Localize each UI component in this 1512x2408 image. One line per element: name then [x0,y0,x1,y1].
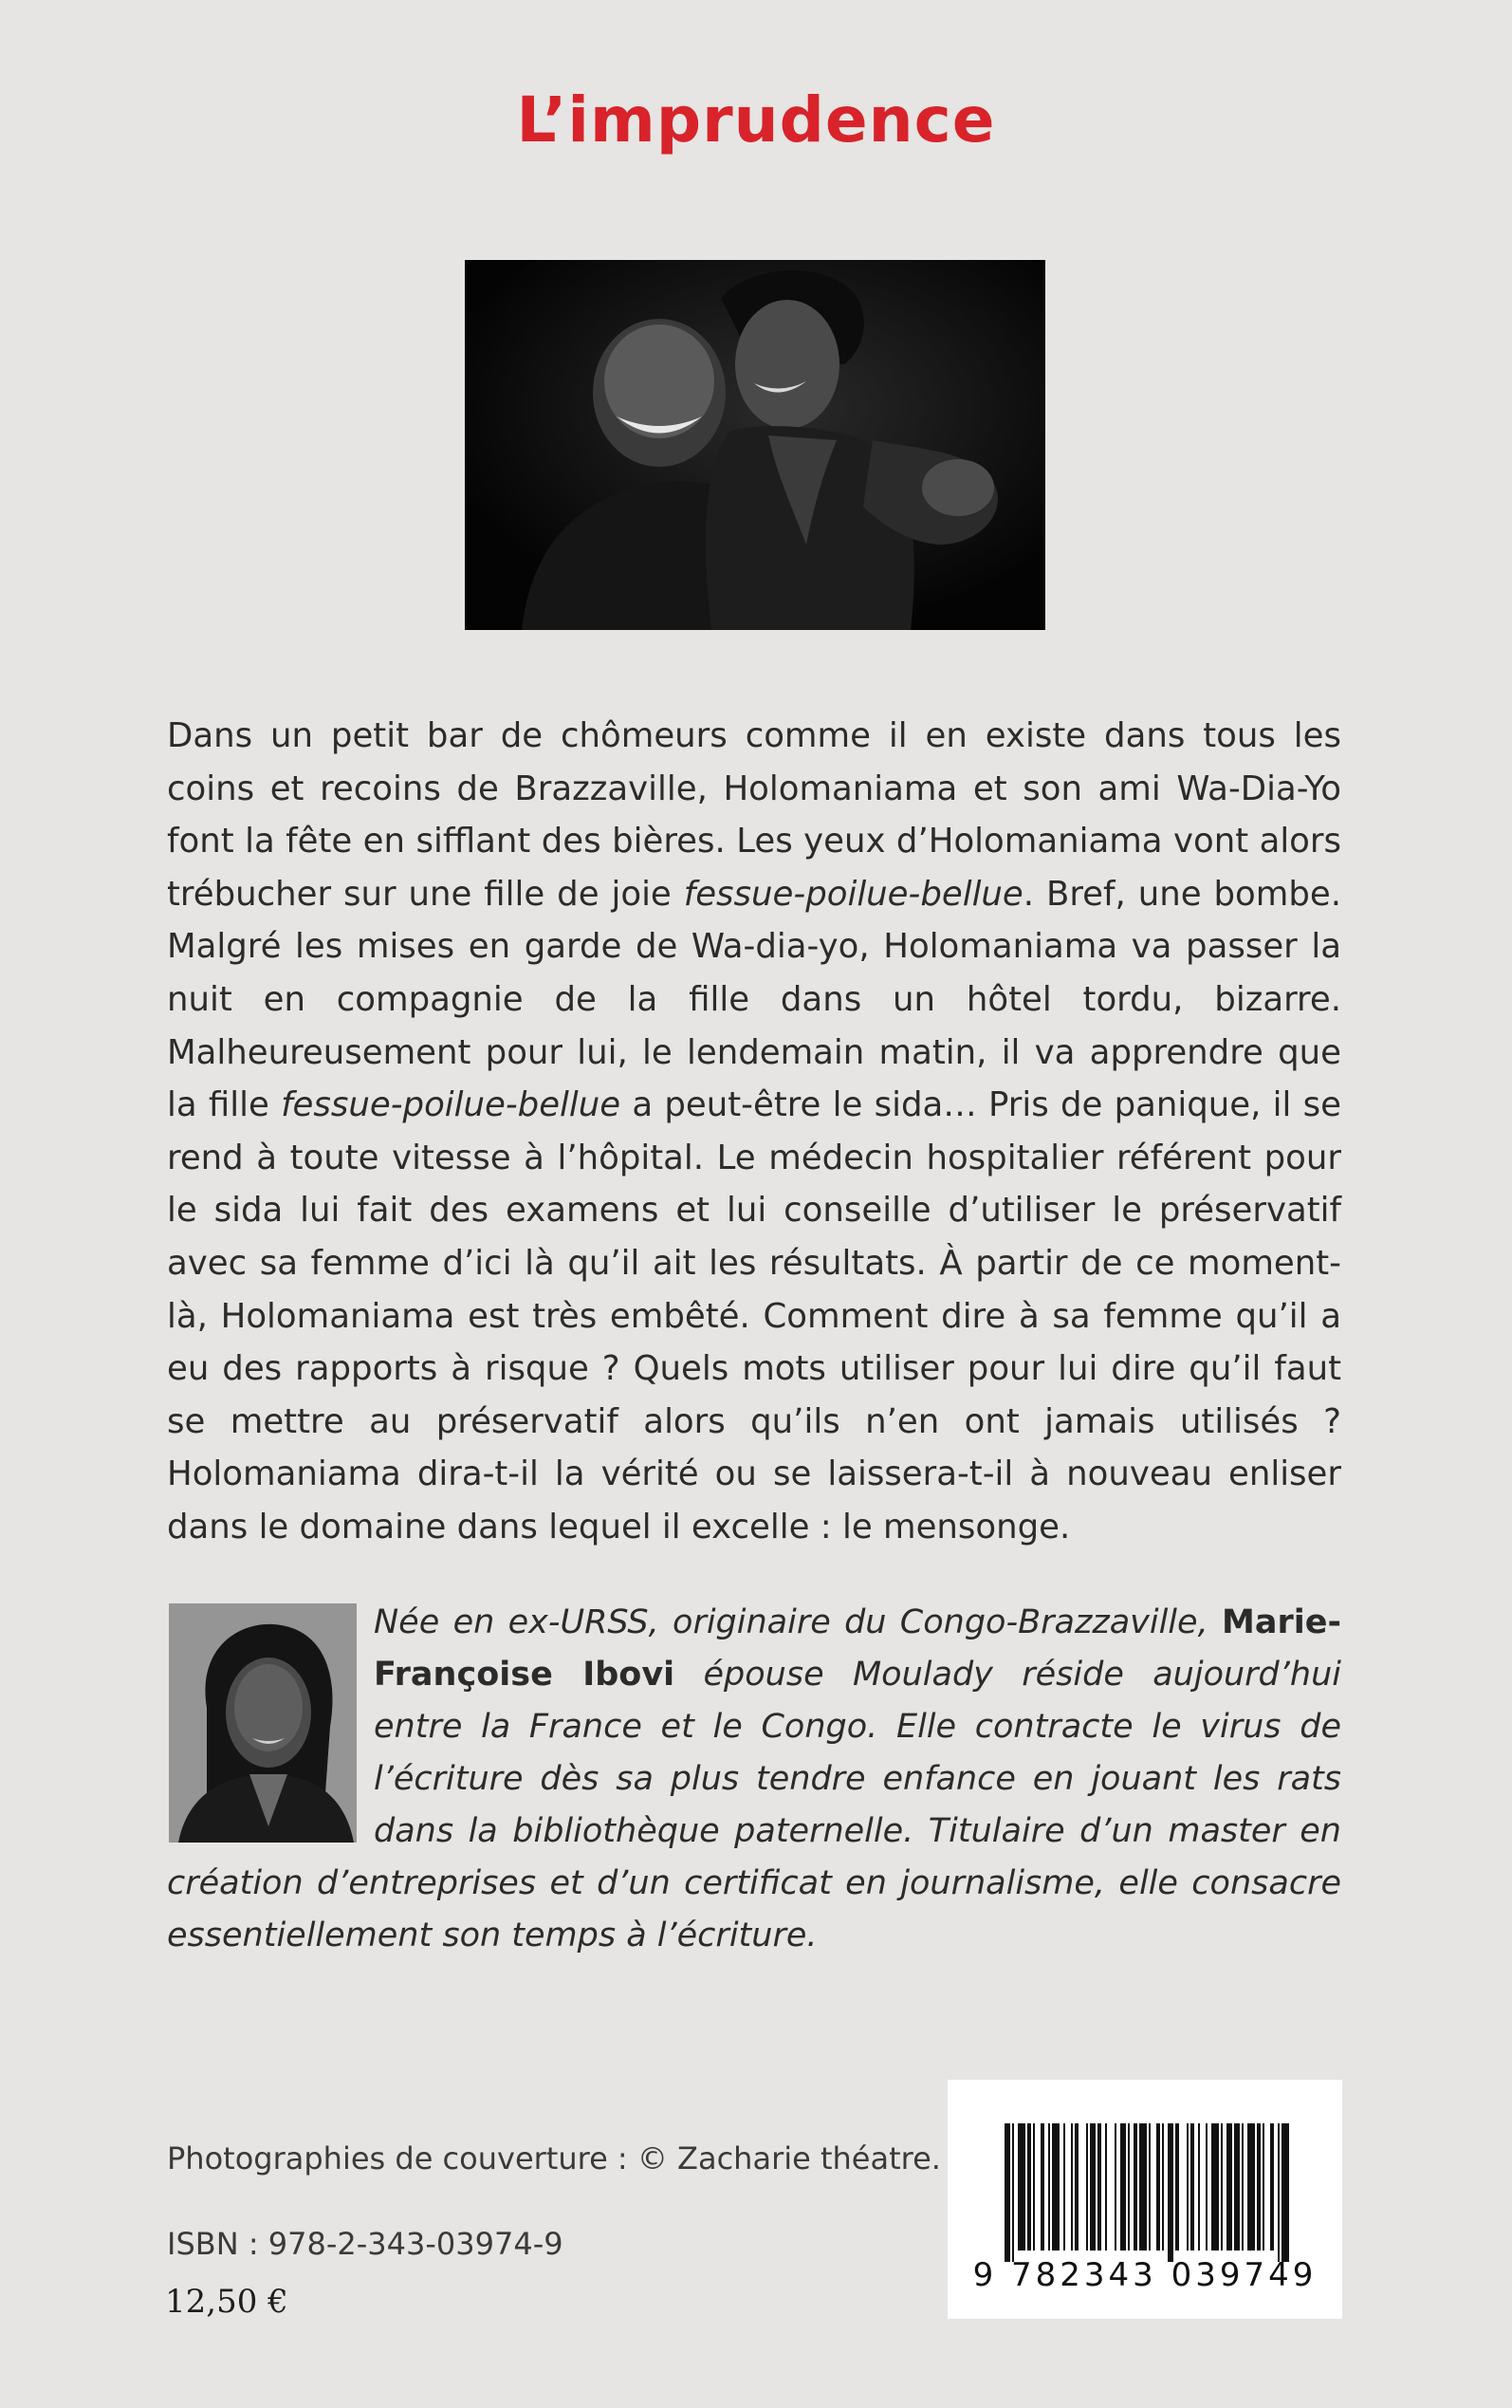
barcode-bar [1097,2123,1101,2251]
barcode-bar [1033,2123,1035,2251]
barcode-bar [1198,2123,1200,2251]
cover-photograph-drawing [465,260,1045,630]
author-photograph [169,1603,357,1843]
price: 12,50 € [165,2283,288,2321]
barcode-bar [1063,2123,1065,2251]
barcode-bar [1086,2123,1088,2251]
barcode-bar [1149,2123,1151,2251]
barcode-bar [1234,2123,1240,2251]
summary-text-part1: Dans un petit bar de chômeurs comme il en existe dans tous les coins et recoins de Brazzaville, Holomaniama et son ami Wa-Dia-Yo font la fête en sifflant des bières. Les yeux d’Holomaniama vont alors trébucher sur une fille de joie [167,716,1341,914]
barcode-bar [1090,2123,1096,2251]
barcode-bar [1162,2123,1164,2251]
barcode-bar [1270,2123,1274,2251]
barcode [948,2080,1342,2319]
barcode-bar [1048,2123,1050,2251]
barcode-bar [1105,2123,1107,2251]
barcode-bar [1282,2123,1289,2262]
barcode-bar [1187,2123,1189,2251]
barcode-bar [1115,2123,1116,2251]
book-summary [167,710,1341,1554]
summary-emphasis-1: fessue-poilue-bellue [683,874,1023,914]
barcode-bar [1156,2123,1160,2251]
isbn-number: ISBN : 978-2-343-03974-9 [167,2226,563,2262]
barcode-bar [1012,2123,1014,2262]
barcode-bar [1027,2123,1031,2251]
barcode-bar [1206,2123,1208,2251]
author-bio-part2: épouse Moulady réside aujourd’hui entre la France et le Congo. Elle contracte le virus de l’écriture dès sa plus tendre enfance en jouant les rats dans la bibliothèque paternelle. Titulaire d’un master en création d’entreprises et d’un certificat en journalisme, elle consacre essentiellement son temps à l’écriture. [167,1656,1341,1954]
barcode-bar [1128,2123,1130,2251]
barcode-bar [1211,2123,1219,2251]
barcode-bar [1005,2123,1010,2262]
author-photograph-drawing [169,1603,357,1843]
barcode-bar [1278,2123,1280,2262]
barcode-bar [1242,2123,1244,2251]
author-bio-part1: Née en ex-URSS, originaire du Congo-Brazzaville, [374,1603,1223,1641]
barcode-bar [1071,2123,1073,2251]
barcode-bar [1075,2123,1079,2251]
barcode-bar [1257,2123,1261,2251]
barcode-bar [1139,2123,1147,2251]
barcode-bar [1134,2123,1137,2251]
barcode-digits: 9 782343 039749 [972,2256,1318,2294]
book-title: L’imprudence [516,83,996,157]
summary-text-part3: a peut-être le sida… Pris de panique, il se rend à toute vitesse à l’hôpital. Le médecin hospitalier référent pour le sida lui fait des examens et lui conseille d’utiliser le préservatif avec sa femme d’ici là qu’il ait les résultats. À partir de ce moment-là, Holomaniama est très embêté. Comment dire à sa femme qu’il a eu des rapports à risque ? Quels mots utiliser pour lui dire qu’il faut se mettre au préservatif alors qu’ils n’en ont jamais utilisés ? Holomaniama dira-t-il la vérité ou se laissera-t-il à nouveau enliser dans le domaine dans lequel il excelle : le mensonge. [167,1085,1341,1547]
summary-emphasis-2: fessue-poilue-bellue [281,1085,621,1125]
barcode-bar [1175,2123,1179,2251]
photo-credits: Photographies de couverture : © Zacharie théatre. [167,2140,941,2176]
barcode-bar [1190,2123,1194,2251]
barcode-bar [1263,2123,1264,2251]
summary-text-part2: . Bref, une bombe. Malgré les mises en garde de Wa-dia-yo, Holomaniama va passer la nuit en compagnie de la fille dans un hôtel tordu, bizarre. Malheureusement pour lui, le lendemain matin, il va apprendre que la fille [167,874,1342,1125]
barcode-bar [1120,2123,1126,2251]
cover-photograph [465,260,1045,630]
barcode-bar [1168,2123,1173,2262]
barcode-bar [1041,2123,1044,2251]
barcode-bar [1018,2123,1025,2251]
barcode-bar [1247,2123,1255,2251]
barcode-bar [1221,2123,1223,2251]
author-name: Marie-Françoise Ibovi [374,1603,1341,1694]
barcode-bars [948,2080,1342,2269]
barcode-bar [1226,2123,1232,2251]
barcode-bar [1052,2123,1060,2251]
